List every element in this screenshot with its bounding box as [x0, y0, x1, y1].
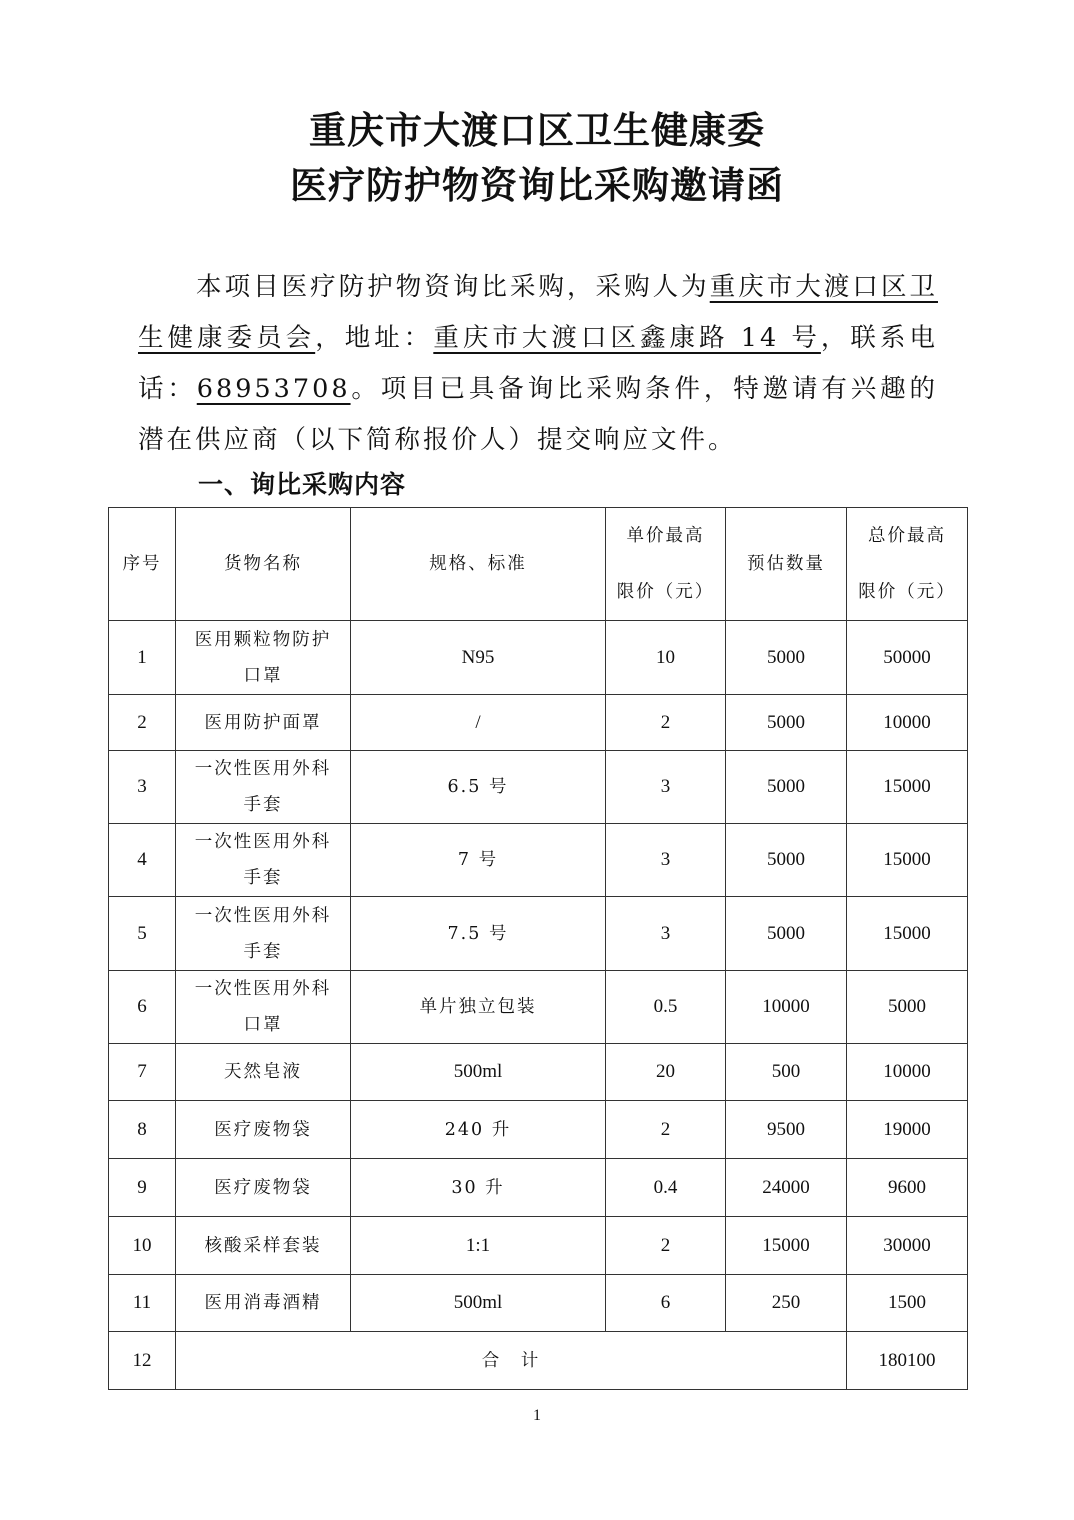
cell-name: 一次性医用外科手套 [176, 751, 351, 824]
cell-name: 一次性医用外科手套 [176, 824, 351, 897]
cell-spec: 500ml [351, 1275, 606, 1332]
header-total [847, 508, 968, 621]
cell-index: 8 [109, 1101, 176, 1159]
table-row [109, 1275, 968, 1332]
cell-spec: 单片独立包装 [351, 971, 606, 1044]
cell-unit-price: 2 [606, 1217, 726, 1275]
cell-quantity: 10000 [726, 971, 847, 1044]
table-row [109, 1217, 968, 1275]
cell-quantity: 24000 [726, 1159, 847, 1217]
cell-name: 一次性医用外科手套 [176, 897, 351, 971]
cell-index: 1 [109, 621, 176, 695]
section-heading: 一、询比采购内容 [198, 470, 407, 499]
cell-spec: 500ml [351, 1044, 606, 1101]
cell-total: 30000 [847, 1217, 968, 1275]
page-number: 1 [533, 1407, 541, 1424]
cell-spec: / [351, 695, 606, 751]
intro-paragraph [138, 262, 938, 466]
header-quantity: 预估数量 [726, 508, 847, 621]
cell-unit-price: 10 [606, 621, 726, 695]
cell-index: 3 [109, 751, 176, 824]
cell-spec: 240 升 [351, 1101, 606, 1159]
header-total-line1: 总价最高 [868, 526, 946, 546]
cell-name: 医疗废物袋 [176, 1101, 351, 1159]
buyer-name: 重庆市大渡口区卫生健康委员会 [138, 272, 938, 353]
cell-total: 1500 [847, 1275, 968, 1332]
cell-total: 15000 [847, 751, 968, 824]
cell-total: 5000 [847, 971, 968, 1044]
cell-unit-price: 2 [606, 1101, 726, 1159]
cell-index: 2 [109, 695, 176, 751]
header-unit-price [606, 508, 726, 621]
header-unit-price-line2: 限价（元） [616, 582, 715, 602]
cell-index: 5 [109, 897, 176, 971]
cell-spec: 6.5 号 [351, 751, 606, 824]
cell-unit-price: 20 [606, 1044, 726, 1101]
cell-index: 11 [109, 1275, 176, 1332]
document-title-line-1: 重庆市大渡口区卫生健康委 [309, 108, 765, 152]
intro-text-3: ，联系电话： [138, 323, 938, 404]
cell-index: 10 [109, 1217, 176, 1275]
buyer-address: 重庆市大渡口区鑫康路 14 号 [433, 323, 821, 353]
cell-unit-price: 3 [606, 824, 726, 897]
header-index: 序号 [109, 508, 176, 621]
cell-unit-price: 0.5 [606, 971, 726, 1044]
cell-index: 7 [109, 1044, 176, 1101]
table-row [109, 751, 968, 824]
cell-name: 医疗废物袋 [176, 1159, 351, 1217]
cell-quantity: 5000 [726, 824, 847, 897]
header-unit-price-line1: 单价最高 [626, 526, 705, 546]
cell-quantity: 9500 [726, 1101, 847, 1159]
cell-name: 一次性医用外科口罩 [176, 971, 351, 1044]
cell-index: 9 [109, 1159, 176, 1217]
cell-quantity: 250 [726, 1275, 847, 1332]
cell-quantity: 500 [726, 1044, 847, 1101]
cell-total: 9600 [847, 1159, 968, 1217]
table-row [109, 1159, 968, 1217]
cell-spec: N95 [351, 621, 606, 695]
summary-label: 合 计 [176, 1332, 847, 1390]
cell-name: 医用消毒酒精 [176, 1275, 351, 1332]
cell-spec: 7 号 [351, 824, 606, 897]
cell-index: 4 [109, 824, 176, 897]
summary-total: 180100 [847, 1332, 968, 1390]
procurement-table [108, 507, 968, 1390]
intro-text-2: ，地址： [315, 323, 434, 353]
cell-total: 10000 [847, 695, 968, 751]
cell-unit-price: 0.4 [606, 1159, 726, 1217]
cell-spec: 1:1 [351, 1217, 606, 1275]
cell-name: 医用颗粒物防护口罩 [176, 621, 351, 695]
header-name: 货物名称 [176, 508, 351, 621]
table-row [109, 824, 968, 897]
table-row [109, 1101, 968, 1159]
table-summary-row [109, 1332, 968, 1390]
cell-name: 核酸采样套装 [176, 1217, 351, 1275]
cell-spec: 30 升 [351, 1159, 606, 1217]
cell-total: 15000 [847, 824, 968, 897]
header-spec: 规格、标准 [351, 508, 606, 621]
intro-text-1: 本项目医疗防护物资询比采购，采购人为 [196, 272, 710, 302]
cell-total: 50000 [847, 621, 968, 695]
cell-quantity: 5000 [726, 695, 847, 751]
cell-total: 15000 [847, 897, 968, 971]
table-row [109, 621, 968, 695]
intro-text-4: 。项目已具备询比采购条件，特邀请有兴趣的潜在供应商（以下简称报价人）提交响应文件。 [138, 374, 938, 455]
table-row [109, 971, 968, 1044]
table-row [109, 897, 968, 971]
document-title-line-2: 医疗防护物资询比采购邀请函 [290, 163, 784, 207]
summary-index: 12 [109, 1332, 176, 1390]
cell-unit-price: 6 [606, 1275, 726, 1332]
cell-name: 天然皂液 [176, 1044, 351, 1101]
table-row [109, 695, 968, 751]
cell-quantity: 5000 [726, 751, 847, 824]
buyer-phone: 68953708 [196, 374, 351, 404]
cell-spec: 7.5 号 [351, 897, 606, 971]
cell-quantity: 5000 [726, 897, 847, 971]
header-total-line2: 限价（元） [858, 582, 956, 602]
table-header-row [109, 508, 968, 621]
cell-unit-price: 3 [606, 897, 726, 971]
cell-name: 医用防护面罩 [176, 695, 351, 751]
cell-total: 19000 [847, 1101, 968, 1159]
cell-unit-price: 2 [606, 695, 726, 751]
cell-index: 6 [109, 971, 176, 1044]
cell-quantity: 15000 [726, 1217, 847, 1275]
cell-quantity: 5000 [726, 621, 847, 695]
cell-unit-price: 3 [606, 751, 726, 824]
cell-total: 10000 [847, 1044, 968, 1101]
table-row [109, 1044, 968, 1101]
